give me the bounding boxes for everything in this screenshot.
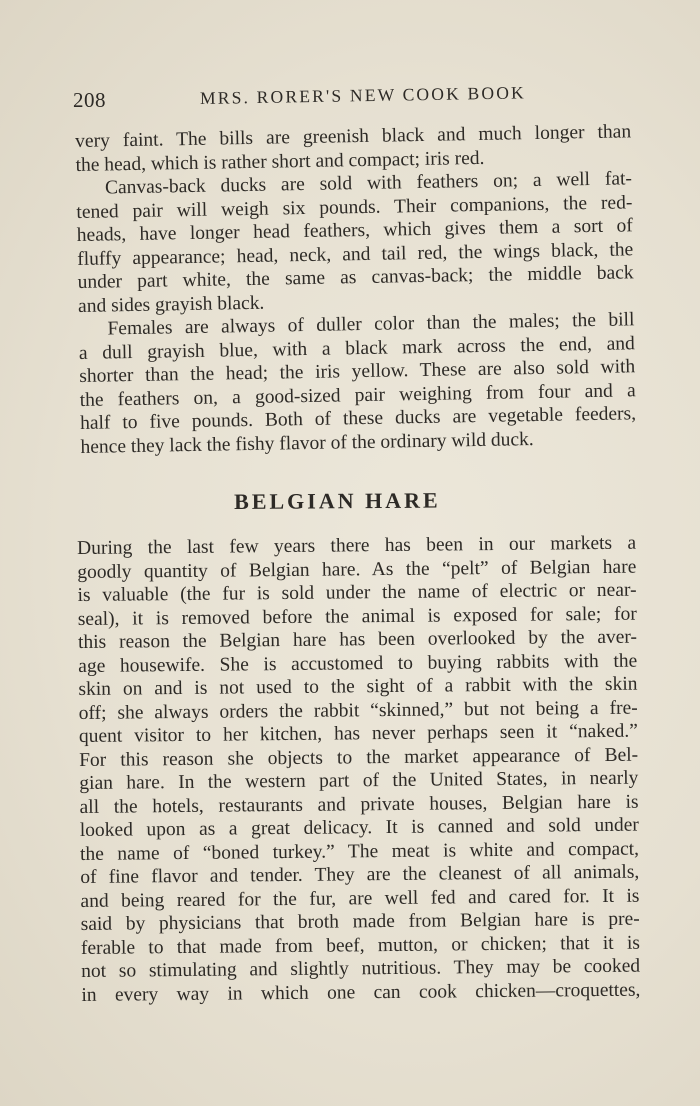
text-line: ferable to that made from beef, mutton, or chicken; that it is: [80, 932, 641, 959]
text-line: is valuable (the fur is sold under the name of electric or near-: [77, 579, 637, 606]
text-line: Canvas-back ducks are sold with feathers on; a well fat-: [104, 168, 633, 199]
text-line: heads, have longer head feathers, which gives them a sort of: [76, 215, 633, 246]
text-line: looked upon as a great delicacy. It is canned and sold under: [79, 814, 639, 841]
text-line: hence they lack the fishy flavor of the ordinary wild duck.: [80, 428, 534, 458]
running-head: MRS. RORER'S NEW COOK BOOK: [199, 82, 527, 108]
text-line: During the last few years there has been in our markets a: [77, 532, 637, 559]
text-line: shorter than the head; the iris yellow. These are also sold with: [79, 356, 636, 387]
text-line: gian hare. In the western part of the United States, in nearly: [79, 767, 639, 794]
text-line: said by physicians that broth made from Belgian hare is pre-: [80, 908, 640, 935]
text-line: a dull grayish blue, with a black mark across the end, and: [78, 332, 635, 364]
text-line: fluffy appearance; head, neck, and tail red, the wings black, the: [77, 238, 634, 270]
text-line: in every way in which one can cook chicken—croquettes,: [81, 979, 641, 1006]
text-line: and sides grayish black.: [77, 292, 265, 317]
text-line: not so stimulating and slightly nutritious. They may be cooked: [81, 955, 641, 982]
section-heading: BELGIAN HARE: [234, 487, 441, 514]
belgian-hare-text: [77, 532, 640, 1007]
text-line: very faint. The bills are greenish black and much longer than: [75, 121, 632, 152]
text-line: this reason the Belgian hare has been overlooked by the aver-: [77, 626, 638, 653]
text-line: half to five pounds. Both of these ducks are vegetable feeders,: [79, 403, 637, 434]
text-line: skin on and is not used to the sight of a rabbit with the skin: [78, 673, 638, 700]
duck-description-text: [75, 120, 637, 459]
text-line: of fine flavor and tender. They are the cleanest of all animals,: [80, 861, 640, 888]
text-line: age housewife. She is accustomed to buying rabbits with the: [78, 650, 638, 677]
text-line: seal), it is removed before the animal is exposed for sale; for: [77, 603, 637, 630]
text-line: quent visitor to her kitchen, has never perhaps seen it “naked.”: [78, 720, 638, 747]
text-line: For this reason she objects to the market appearance of Bel-: [79, 744, 639, 771]
text-line: Females are always of duller color than the males; the bill: [107, 309, 635, 340]
text-line: the name of “boned turkey.” The meat is white and compact,: [79, 838, 640, 865]
text-line: the head, which is rather short and compact; iris red.: [75, 147, 485, 176]
text-line: off; she always orders the rabbit “skinned,” but not being a fre-: [78, 697, 638, 724]
text-line: all the hotels, restaurants and private houses, Belgian hare is: [79, 791, 639, 818]
text-line: and being reared for the fur, are well fed and cared for. It is: [80, 885, 640, 912]
page-number: 208: [73, 88, 106, 112]
text-line: the feathers on, a good-sized pair weighing from four and a: [79, 379, 636, 411]
text-line: under part white, the same as canvas-back; the middle back: [77, 262, 634, 293]
text-line: goodly quantity of Belgian hare. As the “pelt” of Belgian hare: [77, 556, 637, 583]
text-line: tened pair will weigh six pounds. Their companions, the red-: [76, 191, 633, 223]
